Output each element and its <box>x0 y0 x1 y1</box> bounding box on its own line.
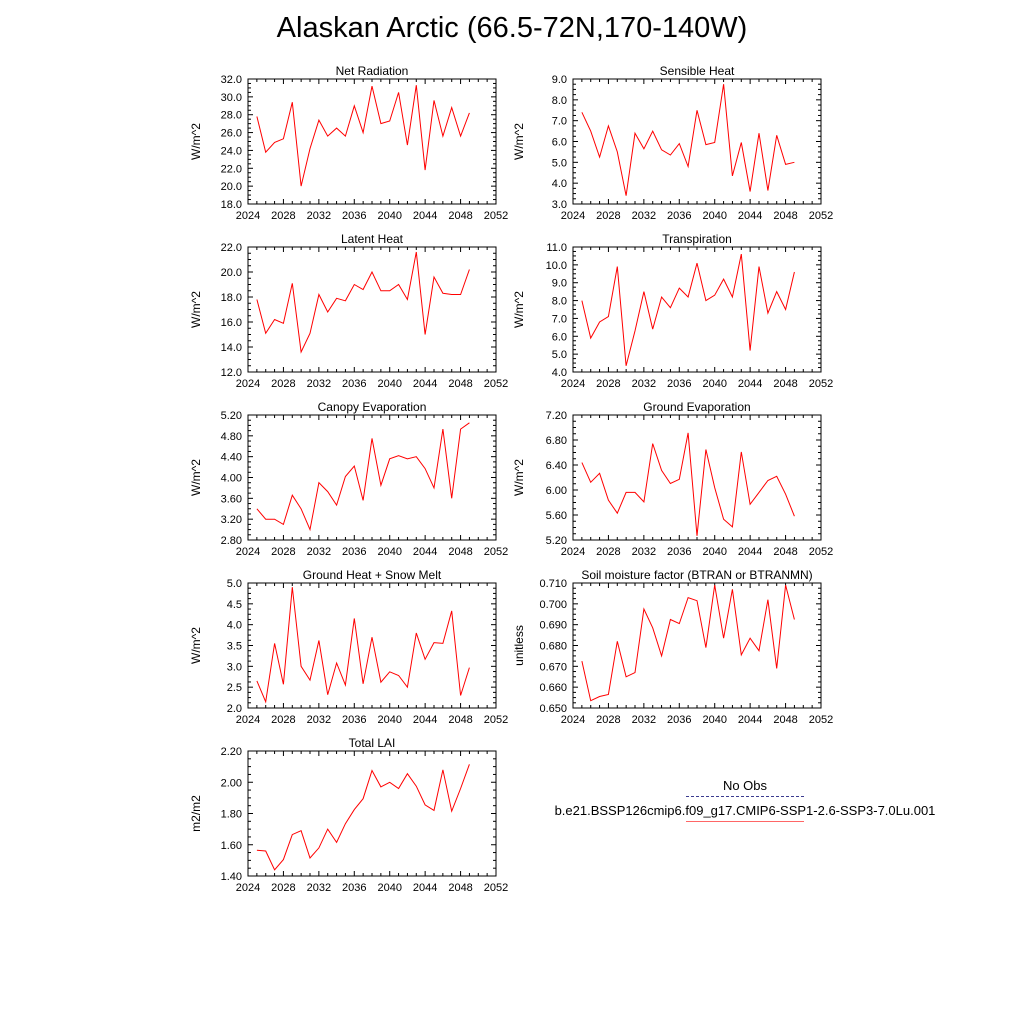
x-tick-label: 2036 <box>667 210 692 222</box>
y-tick-label: 5.0 <box>551 349 567 362</box>
panel-2 <box>512 64 833 222</box>
y-tick-label: 4.00 <box>220 472 242 485</box>
y-tick-label: 2.20 <box>220 746 242 758</box>
x-tick-label: 2048 <box>448 378 473 390</box>
y-tick-label: 16.0 <box>220 317 242 329</box>
x-tick-label: 2032 <box>631 546 657 558</box>
y-tick-label: 1.40 <box>220 871 242 883</box>
y-tick-label: 4.0 <box>551 367 567 379</box>
x-tick-label: 2044 <box>412 714 438 726</box>
y-tick-label: 4.80 <box>220 430 242 443</box>
x-tick-label: 2040 <box>702 546 727 558</box>
y-tick-label: 24.0 <box>220 145 242 158</box>
y-tick-label: 8.0 <box>551 295 567 308</box>
y-tick-label: 2.00 <box>220 777 242 790</box>
y-tick-label: 7.0 <box>551 313 567 326</box>
y-tick-label: 32.0 <box>220 74 242 86</box>
y-tick-label: 0.670 <box>539 661 567 674</box>
x-tick-label: 2048 <box>448 210 473 222</box>
panel-title: Net Radiation <box>335 64 409 78</box>
x-tick-label: 2044 <box>737 546 763 558</box>
y-tick-label: 20.0 <box>220 267 242 279</box>
plot-frame <box>248 79 496 204</box>
y-tick-label: 2.5 <box>226 682 242 695</box>
panel-4 <box>512 232 833 390</box>
y-tick-label: 0.660 <box>539 682 567 695</box>
y-axis-label: W/m^2 <box>189 459 203 496</box>
panel-title: Canopy Evaporation <box>317 400 427 414</box>
plot-frame <box>248 247 496 372</box>
y-tick-label: 2.0 <box>226 703 242 715</box>
x-tick-label: 2024 <box>235 378 261 390</box>
x-tick-label: 2040 <box>377 210 402 222</box>
x-tick-label: 2052 <box>483 210 509 222</box>
x-tick-label: 2040 <box>702 210 727 222</box>
x-tick-label: 2028 <box>596 714 621 726</box>
y-tick-label: 9.0 <box>551 74 567 86</box>
x-tick-label: 2044 <box>737 714 763 726</box>
x-tick-label: 2052 <box>483 882 509 894</box>
panel-title: Soil moisture factor (BTRAN or BTRANMN) <box>581 568 813 582</box>
x-tick-label: 2052 <box>808 714 834 726</box>
legend <box>520 778 970 828</box>
x-tick-label: 2024 <box>235 210 261 222</box>
y-tick-label: 2.80 <box>220 535 242 547</box>
x-tick-label: 2028 <box>596 546 621 558</box>
x-tick-label: 2052 <box>808 546 834 558</box>
y-tick-label: 4.5 <box>226 598 242 611</box>
y-tick-label: 3.20 <box>220 514 242 527</box>
y-tick-label: 7.20 <box>545 410 567 422</box>
x-tick-label: 2024 <box>235 714 261 726</box>
y-tick-label: 9.0 <box>551 277 567 290</box>
x-tick-label: 2040 <box>702 714 727 726</box>
y-tick-label: 5.0 <box>226 578 242 590</box>
legend-obs-label: No Obs <box>722 778 768 793</box>
x-tick-label: 2048 <box>448 546 473 558</box>
plot-frame <box>573 79 821 204</box>
x-tick-label: 2024 <box>560 378 586 390</box>
x-tick-label: 2032 <box>631 714 657 726</box>
x-tick-label: 2028 <box>271 210 296 222</box>
x-tick-label: 2040 <box>377 378 402 390</box>
y-tick-label: 0.690 <box>539 619 567 632</box>
x-tick-label: 2048 <box>773 546 798 558</box>
y-tick-label: 6.0 <box>551 331 567 344</box>
y-tick-label: 22.0 <box>220 242 242 254</box>
x-tick-label: 2032 <box>306 378 332 390</box>
y-tick-label: 3.0 <box>226 661 242 674</box>
x-tick-label: 2044 <box>412 378 438 390</box>
x-tick-label: 2028 <box>271 882 296 894</box>
x-tick-label: 2028 <box>271 378 296 390</box>
y-tick-label: 3.60 <box>220 493 242 506</box>
x-tick-label: 2052 <box>483 546 509 558</box>
figure-title: Alaskan Arctic (66.5-72N,170-140W) <box>276 12 748 44</box>
series-line <box>257 764 470 870</box>
y-tick-label: 22.0 <box>220 163 242 176</box>
x-tick-label: 2024 <box>235 882 261 894</box>
y-tick-label: 1.80 <box>220 808 242 821</box>
series-line <box>257 85 470 186</box>
x-tick-label: 2032 <box>306 714 332 726</box>
panel-title: Transpiration <box>662 232 732 246</box>
x-tick-label: 2040 <box>702 378 727 390</box>
panel-6 <box>512 400 833 558</box>
y-axis-label: W/m^2 <box>512 459 526 496</box>
x-tick-label: 2044 <box>737 210 763 222</box>
y-tick-label: 18.0 <box>220 199 242 211</box>
panel-3 <box>189 232 508 390</box>
plot-frame <box>248 415 496 540</box>
x-tick-label: 2036 <box>342 210 367 222</box>
x-tick-label: 2036 <box>667 378 692 390</box>
panel-8 <box>512 568 833 726</box>
y-tick-label: 0.680 <box>539 640 567 653</box>
y-tick-label: 5.20 <box>220 410 242 422</box>
series-line <box>582 254 795 366</box>
panel-title: Total LAI <box>348 736 396 750</box>
x-tick-label: 2052 <box>808 378 834 390</box>
y-tick-label: 5.0 <box>551 157 567 170</box>
y-axis-label: W/m^2 <box>189 291 203 328</box>
panel-9 <box>189 736 508 894</box>
x-tick-label: 2036 <box>342 546 367 558</box>
y-tick-label: 0.700 <box>539 598 567 611</box>
y-tick-label: 6.80 <box>545 435 567 447</box>
y-tick-label: 8.0 <box>551 94 567 107</box>
y-tick-label: 5.60 <box>545 510 567 522</box>
x-tick-label: 2024 <box>235 546 261 558</box>
y-tick-label: 6.40 <box>545 460 567 472</box>
x-tick-label: 2028 <box>596 378 621 390</box>
series-line <box>582 433 795 536</box>
y-tick-label: 7.0 <box>551 115 567 128</box>
y-tick-label: 4.0 <box>226 619 242 632</box>
panel-title: Latent Heat <box>340 232 404 246</box>
series-line <box>257 252 470 352</box>
x-tick-label: 2028 <box>271 546 296 558</box>
y-tick-label: 12.0 <box>220 367 242 379</box>
x-tick-label: 2036 <box>342 882 367 894</box>
x-tick-label: 2052 <box>483 714 509 726</box>
x-tick-label: 2032 <box>306 882 332 894</box>
x-tick-label: 2028 <box>271 714 296 726</box>
legend-model-label: b.e21.BSSP126cmip6.f09_g17.CMIP6-SSP1-2.6-SSP3-7.0Lu.001 <box>554 803 936 818</box>
series-line <box>582 84 795 196</box>
x-tick-label: 2044 <box>412 210 438 222</box>
series-line <box>257 423 470 530</box>
y-tick-label: 0.650 <box>539 703 567 715</box>
x-tick-label: 2052 <box>808 210 834 222</box>
x-tick-label: 2032 <box>306 210 332 222</box>
x-tick-label: 2032 <box>631 210 657 222</box>
panel-5 <box>189 400 508 558</box>
panel-1 <box>189 64 508 222</box>
panel-7 <box>189 568 508 726</box>
y-tick-label: 14.0 <box>220 342 242 354</box>
legend-model-line <box>686 821 804 822</box>
x-tick-label: 2032 <box>631 378 657 390</box>
x-tick-label: 2024 <box>560 714 586 726</box>
x-tick-label: 2044 <box>412 882 438 894</box>
y-tick-label: 28.0 <box>220 109 242 122</box>
x-tick-label: 2052 <box>483 378 509 390</box>
x-tick-label: 2048 <box>448 714 473 726</box>
panel-title: Ground Evaporation <box>643 400 751 414</box>
y-tick-label: 4.0 <box>551 178 567 191</box>
x-tick-label: 2040 <box>377 546 402 558</box>
x-tick-label: 2040 <box>377 714 402 726</box>
y-tick-label: 11.0 <box>546 242 567 254</box>
x-tick-label: 2036 <box>342 714 367 726</box>
y-tick-label: 4.40 <box>220 451 242 464</box>
x-tick-label: 2028 <box>596 210 621 222</box>
y-tick-label: 1.60 <box>220 839 242 852</box>
x-tick-label: 2044 <box>737 378 763 390</box>
x-tick-label: 2024 <box>560 546 586 558</box>
y-axis-label: W/m^2 <box>189 123 203 160</box>
y-tick-label: 10.0 <box>545 259 567 272</box>
x-tick-label: 2048 <box>773 714 798 726</box>
y-tick-label: 30.0 <box>220 91 242 104</box>
legend-obs-line <box>686 796 804 797</box>
panel-title: Ground Heat + Snow Melt <box>302 568 442 582</box>
x-tick-label: 2036 <box>667 714 692 726</box>
y-tick-label: 3.0 <box>551 199 567 211</box>
x-tick-label: 2044 <box>412 546 438 558</box>
y-tick-label: 6.00 <box>545 485 567 497</box>
y-tick-label: 0.710 <box>539 578 567 590</box>
x-tick-label: 2036 <box>342 378 367 390</box>
x-tick-label: 2048 <box>773 378 798 390</box>
y-tick-label: 5.20 <box>545 535 567 547</box>
y-axis-label: W/m^2 <box>512 123 526 160</box>
x-tick-label: 2036 <box>667 546 692 558</box>
plot-frame <box>573 415 821 540</box>
y-tick-label: 6.0 <box>551 136 567 149</box>
panel-title: Sensible Heat <box>659 64 735 78</box>
x-tick-label: 2048 <box>448 882 473 894</box>
y-axis-label: W/m^2 <box>189 627 203 664</box>
x-tick-label: 2024 <box>560 210 586 222</box>
y-axis-label: W/m^2 <box>512 291 526 328</box>
series-line <box>257 587 470 702</box>
plot-frame <box>573 247 821 372</box>
y-tick-label: 3.5 <box>226 640 242 653</box>
y-tick-label: 20.0 <box>220 181 242 194</box>
y-axis-label: unitless <box>512 625 526 666</box>
plot-frame <box>248 583 496 708</box>
series-line <box>582 585 795 701</box>
y-tick-label: 18.0 <box>220 292 242 304</box>
y-tick-label: 26.0 <box>220 127 242 140</box>
x-tick-label: 2040 <box>377 882 402 894</box>
x-tick-label: 2048 <box>773 210 798 222</box>
x-tick-label: 2032 <box>306 546 332 558</box>
y-axis-label: m2/m2 <box>189 795 203 832</box>
